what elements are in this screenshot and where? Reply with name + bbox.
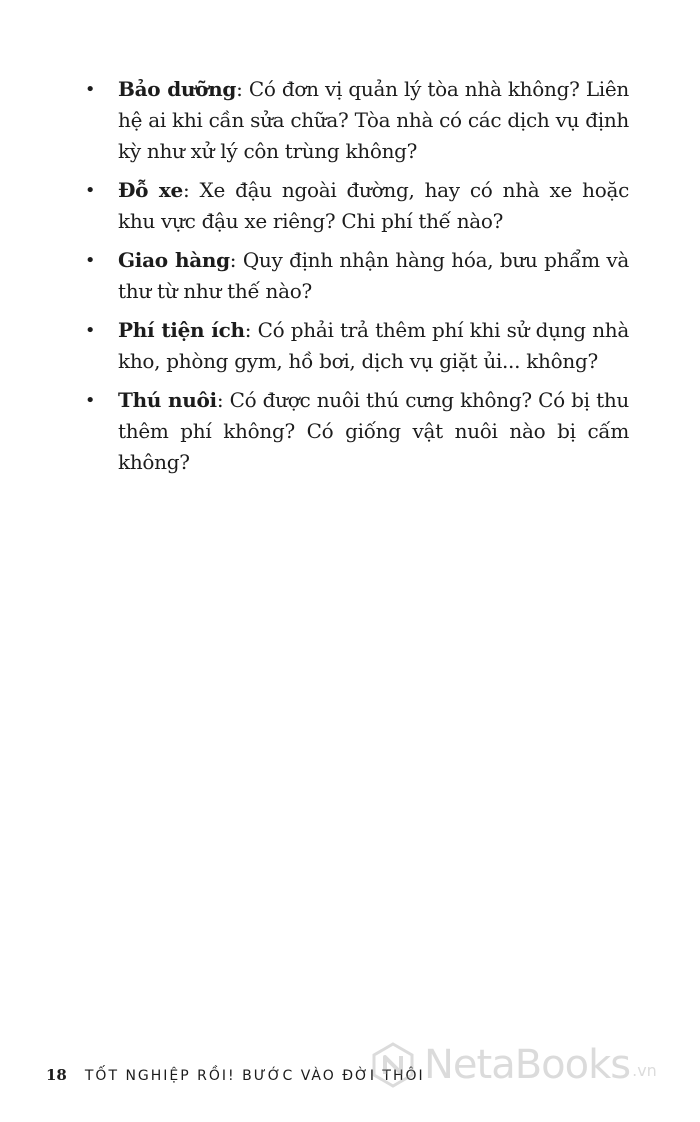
item-text: : Có phải trả thêm phí khi sử dụng nhà kho, phòng gym, hồ bơi, dịch vụ giặt ủi... không? [118,318,629,373]
item-text: : Quy định nhận hàng hóa, bưu phẩm và thư từ như thế nào? [118,248,629,303]
item-term: Giao hàng [118,248,230,272]
item-term: Bảo dưỡng [118,77,237,101]
watermark-suffix: .vn [632,1061,657,1080]
running-book-title: TỐT NGHIỆP RỒI! BƯỚC VÀO ĐỜI THÔI [84,1068,425,1084]
item-text: : Có đơn vị quản lý tòa nhà không? Liên hệ ai khi cần sửa chữa? Tòa nhà có các dịch vụ định kỳ như xử lý côn trùng không? [118,77,630,163]
watermark-text: NetaBooks [424,1042,631,1088]
bullet-icon: • [84,250,96,271]
list-item-do-xe [84,175,629,237]
page-footer [46,1066,425,1084]
list-item-thu-nuoi [84,385,629,478]
page-content [84,74,629,486]
item-term: Thú nuôi [118,388,217,412]
page-number: 18 [46,1066,67,1084]
item-term: Phí tiện ích [118,318,245,342]
bullet-icon: • [84,390,96,411]
list-item-phi-tien-ich [84,315,629,377]
list-item-bao-duong [84,74,629,167]
bullet-icon: • [84,320,96,341]
watermark [370,1042,657,1088]
bullet-icon: • [84,79,96,100]
item-text: : Có được nuôi thú cưng không? Có bị thu thêm phí không? Có giống vật nuôi nào bị cấm không? [118,388,629,474]
list-item-giao-hang [84,245,629,307]
netabooks-logo-icon [370,1042,416,1088]
item-text: : Xe đậu ngoài đường, hay có nhà xe hoặc khu vực đậu xe riêng? Chi phí thế nào? [118,178,629,233]
checklist [84,74,629,478]
bullet-icon: • [84,180,96,201]
item-term: Đỗ xe [118,178,183,202]
